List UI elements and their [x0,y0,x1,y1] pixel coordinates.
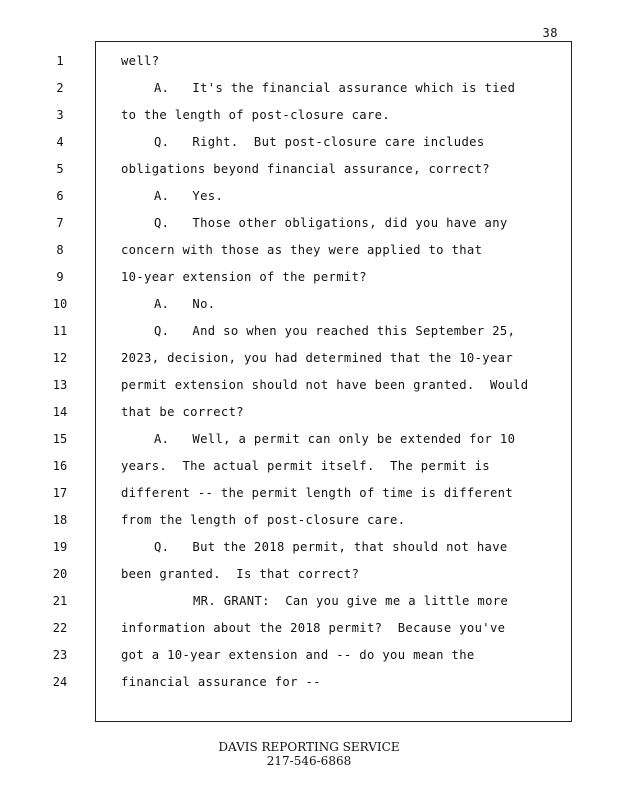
reporter-footer [0,740,618,768]
line-number: 2 [56,81,64,95]
transcript-line: A. Yes. [154,189,224,203]
reporting-company: DAVIS REPORTING SERVICE [218,740,400,754]
line-number: 5 [56,162,64,176]
transcript-line: years. The actual permit itself. The permit is [121,459,490,473]
transcript-line: A. No. [154,297,216,311]
transcript-line: obligations beyond financial assurance, correct? [121,162,490,176]
transcript-line: permit extension should not have been granted. Would [121,378,529,392]
line-number: 13 [52,378,68,392]
page-number: 38 [542,26,558,40]
transcript-line: A. Well, a permit can only be extended for 10 [154,432,516,446]
transcript-line: Q. Right. But post-closure care includes [154,135,485,149]
transcript-line: been granted. Is that correct? [121,567,360,581]
transcript-line: MR. GRANT: Can you give me a little more [193,594,509,608]
line-number: 15 [52,432,68,446]
line-number: 9 [56,270,64,284]
line-number: 21 [52,594,68,608]
line-number: 18 [52,513,68,527]
line-number: 11 [52,324,68,338]
line-number: 19 [52,540,68,554]
line-number: 7 [56,216,64,230]
transcript-line: got a 10-year extension and -- do you mean the [121,648,475,662]
line-number-column [40,48,80,696]
line-number: 4 [56,135,64,149]
transcript-line: 2023, decision, you had determined that the 10-year [121,351,514,365]
line-number: 1 [56,54,64,68]
line-number: 17 [52,486,68,500]
transcript-line: to the length of post-closure care. [121,108,391,122]
transcript-line: Q. But the 2018 permit, that should not have [154,540,508,554]
line-number: 16 [52,459,68,473]
line-number: 10 [52,297,68,311]
line-number: 6 [56,189,64,203]
transcript-line: financial assurance for -- [121,675,321,689]
transcript-text [121,48,566,696]
transcript-line: Q. Those other obligations, did you have any [154,216,508,230]
line-number: 3 [56,108,64,122]
reporting-phone: 217-546-6868 [266,754,352,768]
transcript-line: Q. And so when you reached this September 25, [154,324,516,338]
transcript-line: 10-year extension of the permit? [121,270,367,284]
line-number: 24 [52,675,68,689]
line-number: 20 [52,567,68,581]
transcript-line: well? [121,54,160,68]
line-number: 23 [52,648,68,662]
line-number: 8 [56,243,64,257]
line-number: 22 [52,621,68,635]
transcript-line: information about the 2018 permit? Because you've [121,621,506,635]
transcript-line: concern with those as they were applied to that [121,243,483,257]
transcript-line: that be correct? [121,405,244,419]
transcript-line: A. It's the financial assurance which is tied [154,81,516,95]
line-number: 12 [52,351,68,365]
transcript-line: different -- the permit length of time is different [121,486,514,500]
line-number: 14 [52,405,68,419]
transcript-line: from the length of post-closure care. [121,513,406,527]
